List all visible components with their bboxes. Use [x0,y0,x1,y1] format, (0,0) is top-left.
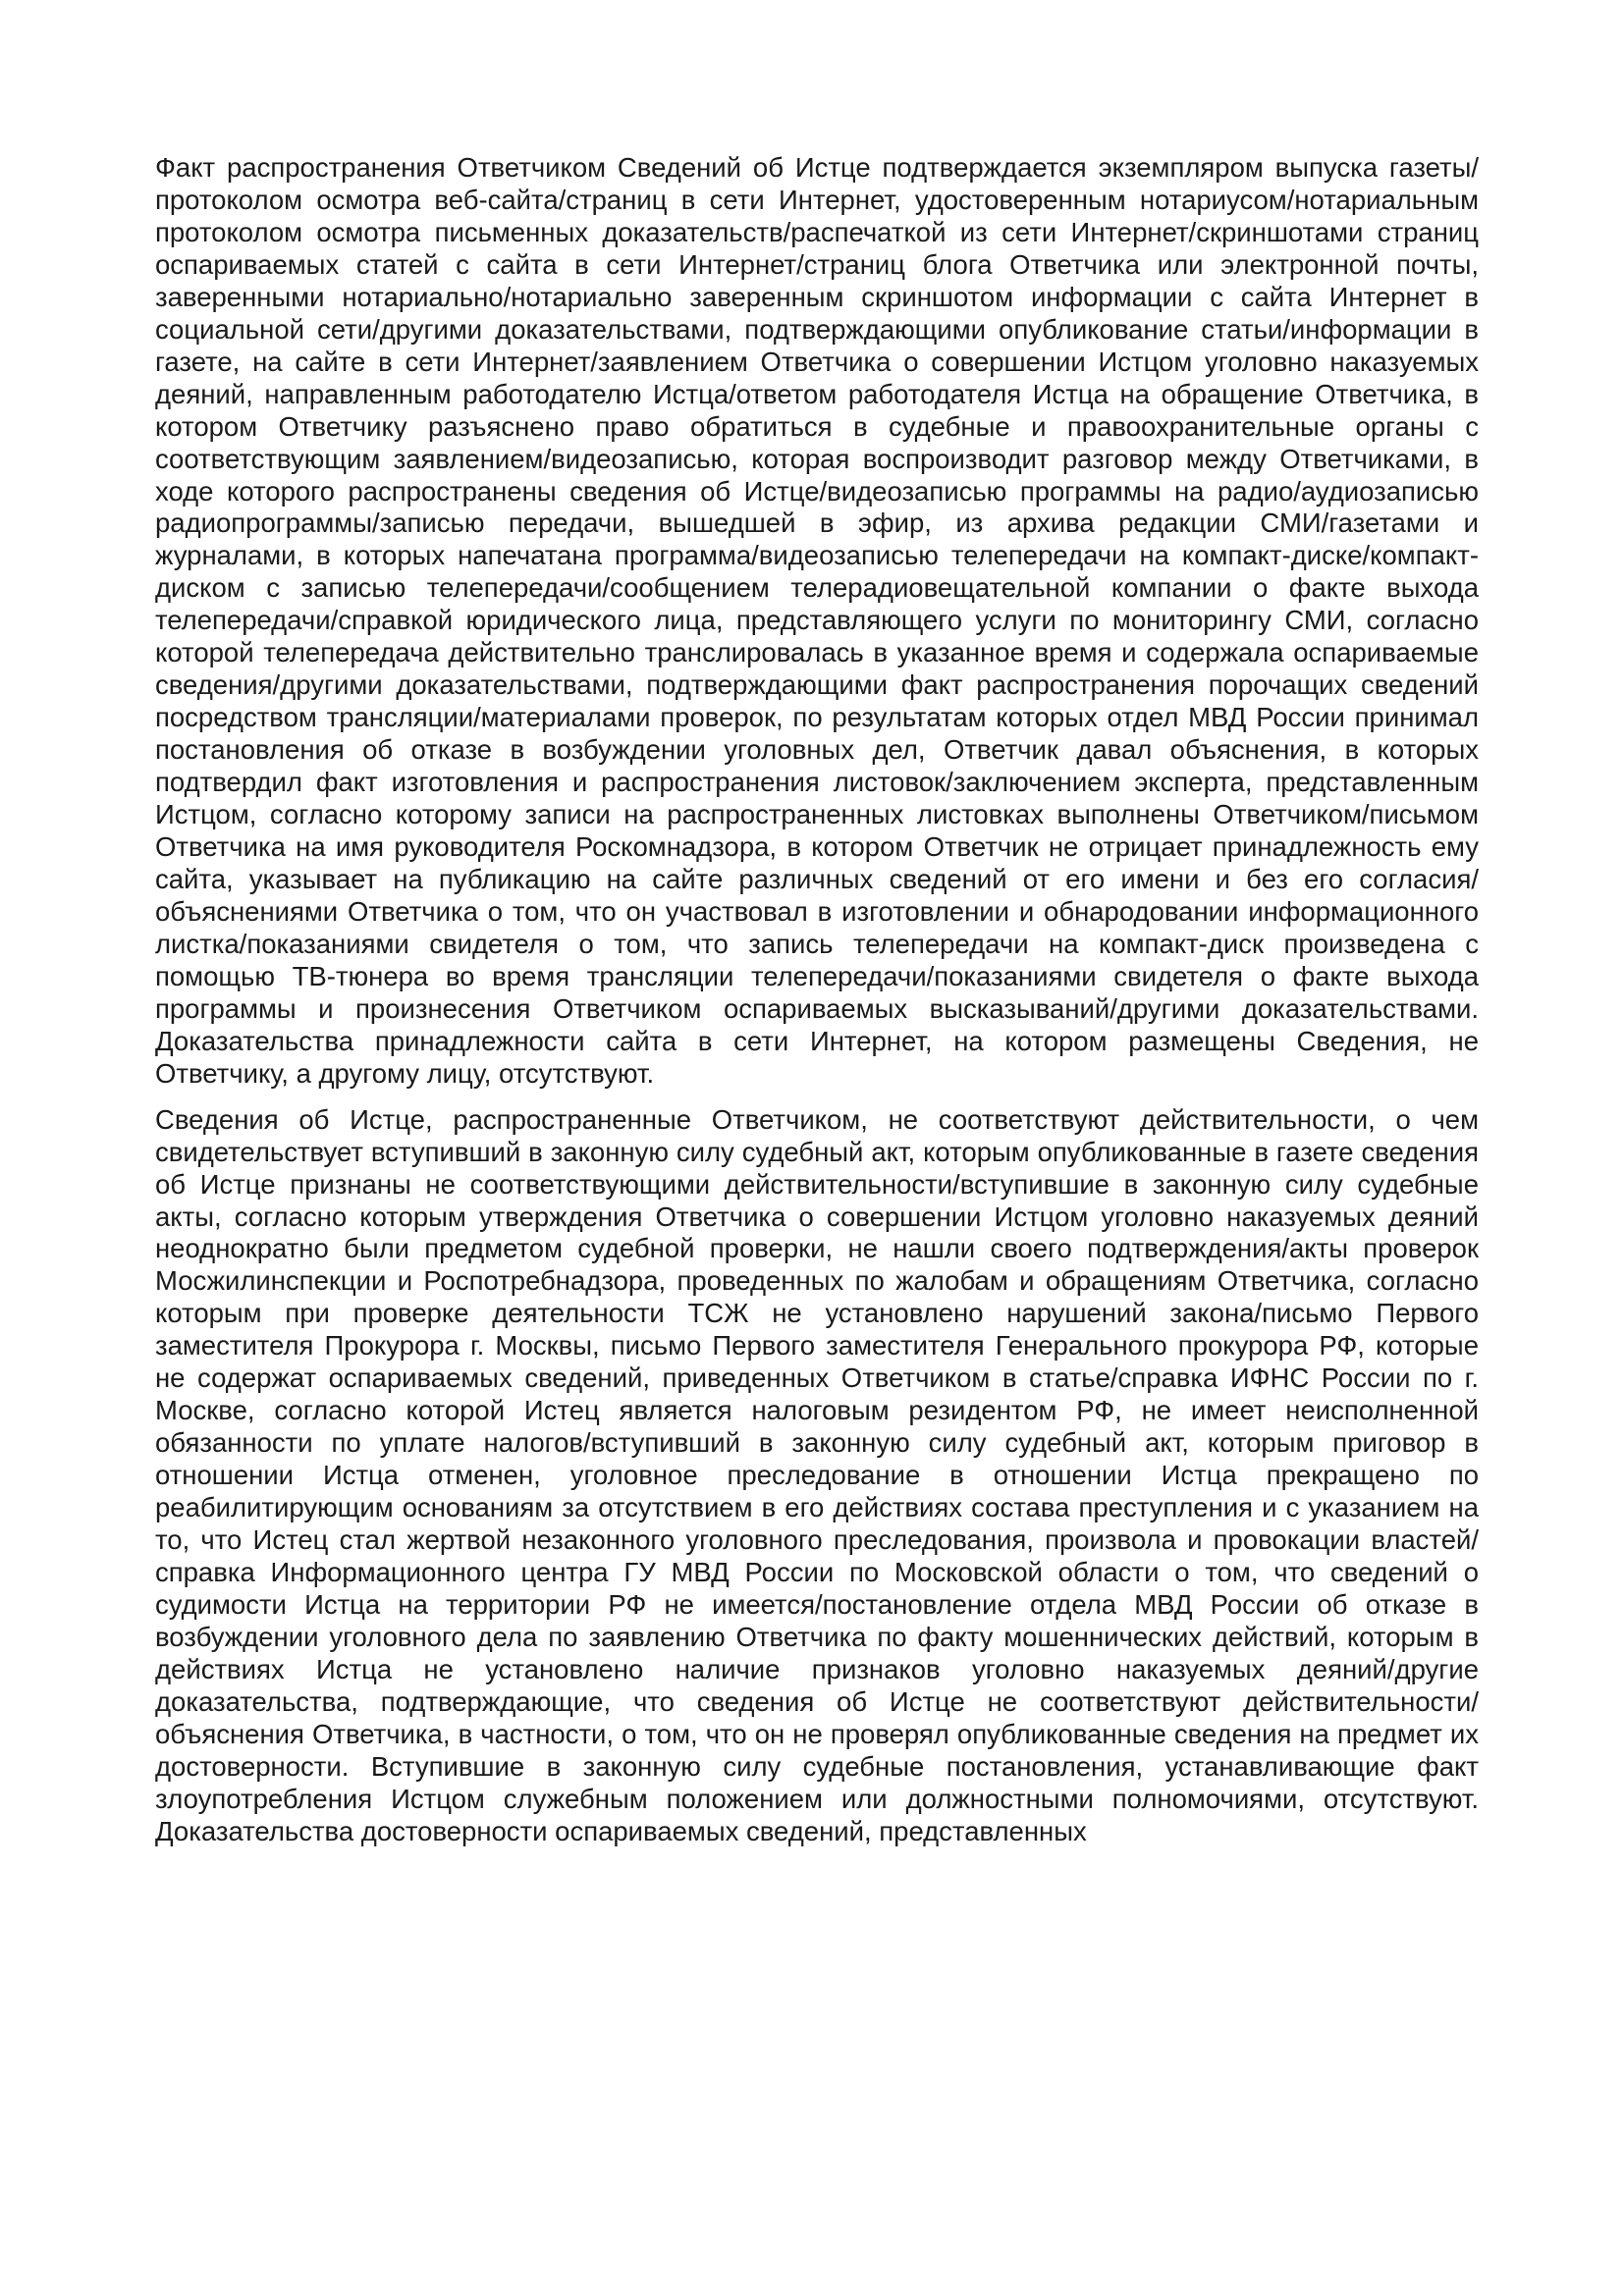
document-page [155,152,1479,1848]
paragraph-dissemination-evidence: Факт распространения Ответчиком Сведений об Истце подтверждается экземпляром выпуска газеты/протоколом осмотра веб-сайта/страниц в сети Интернет, удостоверенным нотариусом/нотариальным протоколом осмотра письменных доказательств/распечаткой из сети Интернет/скриншотами страниц оспариваемых статей с сайта в сети Интернет/страниц блога Ответчика или электронной почты, заверенными нотариально/нотариально заверенным скриншотом информации с сайта Интернет в социальной сети/другими доказательствами, подтверждающими опубликование статьи/информации в газете, на сайте в сети Интернет/заявлением Ответчика о совершении Истцом уголовно наказуемых деяний, направленным работодателю Истца/ответом работодателя Истца на обращение Ответчика, в котором Ответчику разъяснено право обратиться в судебные и правоохранительные органы с соответствующим заявлением/видеозаписью, которая воспроизводит разговор между Ответчиками, в ходе которого распространены сведения об Истце/видеозаписью программы на радио/аудиозаписью радиопрограммы/записью передачи, вышедшей в эфир, из архива редакции СМИ/газетами и журналами, в которых напечатана программа/видеозаписью телепередачи на компакт-диске/компакт-диском с записью телепередачи/сообщением телерадиовещательной компании о факте выхода телепередачи/справкой юридического лица, представляющего услуги по мониторингу СМИ, согласно которой телепередача действительно транслировалась в указанное время и содержала оспариваемые сведения/другими доказательствами, подтверждающими факт распространения порочащих сведений посредством трансляции/материалами проверок, по результатам которых отдел МВД России принимал постановления об отказе в возбуждении уголовных дел, Ответчик давал объяснения, в которых подтвердил факт изготовления и распространения листовок/заключением эксперта, представленным Истцом, согласно которому записи на распространенных листовках выполнены Ответчиком/письмом Ответчика на имя руководителя Роскомнадзора, в котором Ответчик не отрицает принадлежность ему сайта, указывает на публикацию на сайте различных сведений от его имени и без его согласия/объяснениями Ответчика о том, что он участвовал в изготовлении и обнародовании информационного листка/показаниями свидетеля о том, что запись телепередачи на компакт-диск произведена с помощью ТВ-тюнера во время трансляции телепередачи/показаниями свидетеля о факте выхода программы и произнесения Ответчиком оспариваемых высказываний/другими доказательствами. Доказательства принадлежности сайта в сети Интернет, на котором размещены Сведения, не Ответчику, а другому лицу, отсутствуют. [155,152,1479,1089]
paragraph-falsity-evidence: Сведения об Истце, распространенные Ответчиком, не соответствуют действительности, о чем свидетельствует вступивший в законную силу судебный акт, которым опубликованные в газете сведения об Истце признаны не соответствующими действительности/вступившие в законную силу судебные акты, согласно которым утверждения Ответчика о совершении Истцом уголовно наказуемых деяний неоднократно были предметом судебной проверки, не нашли своего подтверждения/акты проверок Мосжилинспекции и Роспотребнадзора, проведенных по жалобам и обращениям Ответчика, согласно которым при проверке деятельности ТСЖ не установлено нарушений закона/письмо Первого заместителя Прокурора г. Москвы, письмо Первого заместителя Генерального прокурора РФ, которые не содержат оспариваемых сведений, приведенных Ответчиком в статье/справка ИФНС России по г. Москве, согласно которой Истец является налоговым резидентом РФ, не имеет неисполненной обязанности по уплате налогов/вступивший в законную силу судебный акт, которым приговор в отношении Истца отменен, уголовное преследование в отношении Истца прекращено по реабилитирующим основаниям за отсутствием в его действиях состава преступления и с указанием на то, что Истец стал жертвой незаконного уголовного преследования, произвола и провокации властей/справка Информационного центра ГУ МВД России по Московской области о том, что сведений о судимости Истца на территории РФ не имеется/постановление отдела МВД России об отказе в возбуждении уголовного дела по заявлению Ответчика по факту мошеннических действий, которым в действиях Истца не установлено наличие признаков уголовно наказуемых деяний/другие доказательства, подтверждающие, что сведения об Истце не соответствуют действительности/объяснения Ответчика, в частности, о том, что он не проверял опубликованные сведения на предмет их достоверности. Вступившие в законную силу судебные постановления, устанавливающие факт злоупотребления Истцом служебным положением или должностными полномочиями, отсутствуют. Доказательства достоверности оспариваемых сведений, представленных [155,1103,1479,1846]
